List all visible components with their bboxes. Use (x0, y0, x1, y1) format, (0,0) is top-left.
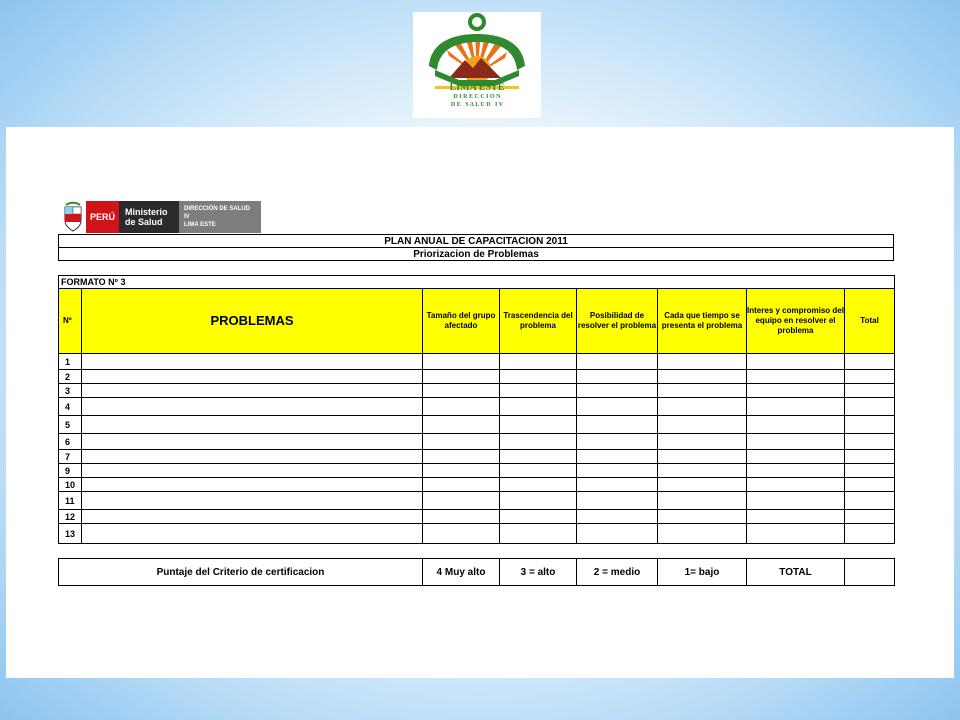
table-row (59, 434, 895, 450)
table-cell[interactable] (500, 434, 577, 450)
table-cell[interactable] (500, 450, 577, 464)
ministerio-label (119, 201, 179, 233)
table-cell[interactable] (500, 478, 577, 492)
table-cell[interactable] (500, 510, 577, 524)
table-cell[interactable] (845, 370, 895, 384)
table-cell[interactable] (82, 398, 423, 416)
table-row (59, 416, 895, 434)
table-cell[interactable] (82, 354, 423, 370)
table-cell[interactable] (658, 354, 747, 370)
table-cell[interactable] (577, 524, 658, 544)
row-number: 7 (59, 450, 82, 464)
table-row (59, 370, 895, 384)
header-problemas: PROBLEMAS (82, 289, 423, 354)
table-cell[interactable] (82, 450, 423, 464)
table-cell[interactable] (845, 354, 895, 370)
puntaje-label: Puntaje del Criterio de certificacion (59, 559, 423, 586)
table-row (59, 464, 895, 478)
table-cell[interactable] (500, 524, 577, 544)
plan-subtitle: Priorizacion de Problemas (59, 248, 894, 261)
table-cell[interactable] (845, 416, 895, 434)
table-cell[interactable] (423, 510, 500, 524)
lima-este-logo (413, 12, 541, 118)
header-tamano: Tamaño del grupo afectado (423, 289, 500, 354)
table-cell[interactable] (845, 464, 895, 478)
header-interes: Interes y compromiso del equipo en resolver el problema (747, 289, 845, 354)
table-row (59, 492, 895, 510)
table-cell[interactable] (747, 416, 845, 434)
table-cell[interactable] (658, 478, 747, 492)
formato-label: FORMATO Nº 3 (59, 276, 895, 289)
row-number: 12 (59, 510, 82, 524)
table-cell[interactable] (82, 416, 423, 434)
table-cell[interactable] (658, 398, 747, 416)
table-cell[interactable] (500, 398, 577, 416)
table-cell[interactable] (658, 370, 747, 384)
header-nro: Nº (59, 289, 82, 354)
table-row (59, 450, 895, 464)
puntaje-muy-alto: 4 Muy alto (423, 559, 500, 586)
table-cell[interactable] (658, 434, 747, 450)
table-cell[interactable] (845, 450, 895, 464)
row-number: 2 (59, 370, 82, 384)
row-number: 1 (59, 354, 82, 370)
table-row (59, 384, 895, 398)
table-cell[interactable] (82, 492, 423, 510)
problems-rows (59, 354, 895, 544)
title-table (58, 234, 894, 261)
table-cell[interactable] (747, 384, 845, 398)
table-cell[interactable] (845, 492, 895, 510)
table-cell[interactable] (658, 492, 747, 510)
table-cell[interactable] (82, 384, 423, 398)
row-number: 9 (59, 464, 82, 478)
row-number: 10 (59, 478, 82, 492)
table-cell[interactable] (747, 478, 845, 492)
lima-este-logo-text (431, 82, 523, 109)
table-row (59, 478, 895, 492)
table-row (59, 510, 895, 524)
table-cell[interactable] (747, 464, 845, 478)
puntaje-table (58, 558, 895, 586)
table-cell[interactable] (658, 416, 747, 434)
ministerio-line-2: de Salud (125, 217, 163, 227)
table-cell[interactable] (423, 450, 500, 464)
table-row (59, 354, 895, 370)
table-cell[interactable] (423, 398, 500, 416)
logo-title: LIMA ESTE (449, 82, 505, 93)
direccion-label (179, 201, 261, 233)
ministerio-line-1: Ministerio (125, 207, 168, 217)
direccion-line-2: LIMA ESTE (184, 222, 216, 228)
table-cell[interactable] (577, 416, 658, 434)
table-cell[interactable] (747, 434, 845, 450)
table-cell[interactable] (82, 524, 423, 544)
table-cell[interactable] (500, 370, 577, 384)
table-cell[interactable] (658, 510, 747, 524)
table-cell[interactable] (845, 510, 895, 524)
table-cell[interactable] (82, 370, 423, 384)
table-cell[interactable] (500, 492, 577, 510)
plan-title: PLAN ANUAL DE CAPACITACION 2011 (59, 235, 894, 248)
table-cell[interactable] (845, 398, 895, 416)
table-cell[interactable] (82, 510, 423, 524)
table-cell[interactable] (577, 434, 658, 450)
puntaje-total-label: TOTAL (747, 559, 845, 586)
logo-subtitle-1: D I R E C C I O N (453, 94, 501, 100)
table-cell[interactable] (747, 524, 845, 544)
table-cell[interactable] (577, 510, 658, 524)
table-cell[interactable] (747, 450, 845, 464)
table-cell[interactable] (423, 384, 500, 398)
puntaje-total-value[interactable] (845, 559, 895, 586)
direccion-line-1: DIRECCIÓN DE SALUD IV (184, 206, 251, 220)
header-row (59, 289, 895, 354)
table-cell[interactable] (747, 510, 845, 524)
problems-table (58, 275, 895, 544)
table-cell[interactable] (658, 384, 747, 398)
logo-subtitle-2: D E S A L U D I V (450, 102, 504, 108)
table-cell[interactable] (658, 524, 747, 544)
table-cell[interactable] (577, 398, 658, 416)
table-cell[interactable] (423, 416, 500, 434)
table-cell[interactable] (500, 464, 577, 478)
row-number: 3 (59, 384, 82, 398)
table-row (59, 398, 895, 416)
table-cell[interactable] (423, 492, 500, 510)
table-cell[interactable] (577, 450, 658, 464)
table-cell[interactable] (658, 450, 747, 464)
table-cell[interactable] (845, 478, 895, 492)
table-cell[interactable] (423, 478, 500, 492)
table-cell[interactable] (423, 524, 500, 544)
table-cell[interactable] (577, 354, 658, 370)
ministry-header (62, 201, 261, 233)
row-number: 4 (59, 398, 82, 416)
table-cell[interactable] (423, 354, 500, 370)
table-cell[interactable] (82, 478, 423, 492)
table-cell[interactable] (577, 370, 658, 384)
table-cell[interactable] (500, 416, 577, 434)
header-total: Total (845, 289, 895, 354)
table-cell[interactable] (82, 464, 423, 478)
table-cell[interactable] (577, 478, 658, 492)
table-cell[interactable] (747, 370, 845, 384)
row-number: 13 (59, 524, 82, 544)
row-number: 5 (59, 416, 82, 434)
table-cell[interactable] (658, 464, 747, 478)
table-cell[interactable] (82, 434, 423, 450)
table-cell[interactable] (577, 384, 658, 398)
table-cell[interactable] (577, 492, 658, 510)
table-cell[interactable] (423, 434, 500, 450)
table-cell[interactable] (423, 464, 500, 478)
table-cell[interactable] (747, 492, 845, 510)
table-cell[interactable] (423, 370, 500, 384)
table-cell[interactable] (747, 354, 845, 370)
header-trascendencia: Trascendencia del problema (500, 289, 577, 354)
table-row (59, 524, 895, 544)
peru-shield-icon (62, 201, 84, 233)
peru-label: PERÚ (86, 201, 119, 233)
table-cell[interactable] (500, 384, 577, 398)
table-cell[interactable] (500, 354, 577, 370)
row-number: 11 (59, 492, 82, 510)
table-cell[interactable] (845, 384, 895, 398)
header-posibilidad: Posibilidad de resolver el problema (577, 289, 658, 354)
header-frecuencia: Cada que tiempo se presenta el problema (658, 289, 747, 354)
puntaje-medio: 2 = medio (577, 559, 658, 586)
row-number: 6 (59, 434, 82, 450)
table-cell[interactable] (845, 524, 895, 544)
puntaje-bajo: 1= bajo (658, 559, 747, 586)
table-cell[interactable] (747, 398, 845, 416)
puntaje-alto: 3 = alto (500, 559, 577, 586)
table-cell[interactable] (845, 434, 895, 450)
table-cell[interactable] (577, 464, 658, 478)
